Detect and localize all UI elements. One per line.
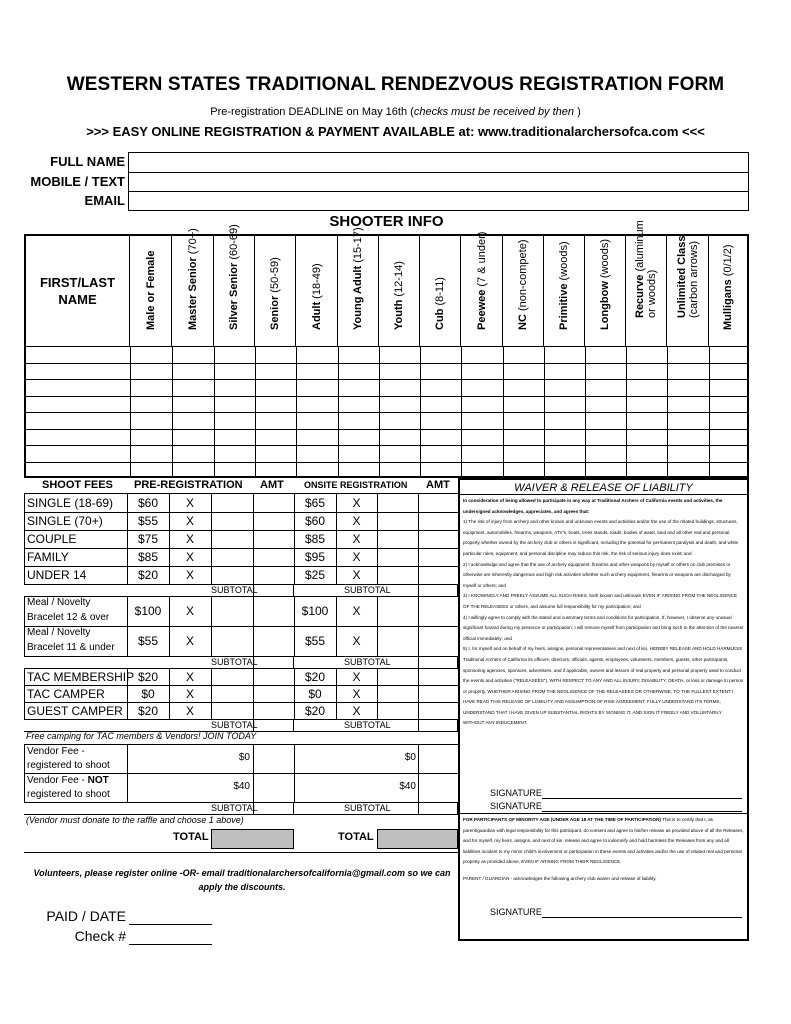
pre-amt-field[interactable] [253, 494, 294, 512]
onsite-select-mark: X [352, 550, 361, 564]
onsite-select-mark: X [352, 532, 361, 546]
waiver-text: In consideration of being allowed to participate in any way at Traditional Archers of California events and activities, the undersigned acknowledges, appreciates, and agrees that: 1) The risk of injury from archery and other known and unknown events and activities and/or the use of the related buildings, structures, equipment, automobiles, firearms, weapons, ATV's, boats, trees stands, roads, bodies of water, land and all other real and personal property whether owned by the archery club or others is significant, including the potential for permanent paralysis and death, and while particular rules, equipment, and personal discipline may reduce this risk, the risk of serious injury does exist; and 2) I acknowledge and agree that the use of archery equipment, firearms and other weapons by myself or others on club premises or otherwise are inherently dangerous and high risk activities whether such archery equipment, firearms or weapons are discharged by myself or others; and 3) I KNOWINGLY AND FREELY ASSUME ALL SUCH RISKS, both known and unknown EVEN IF ARISING FROM THE NEGLIGENCE OF THE RELEASEES or others, and assume full responsibility for my participation; and 4) I willingly agree to comply with the stated and customary terms and conditions for participation. If, however, I observe any unusual significant hazard during my presence or participation, I will remove myself from participation and bring such to the attention of the nearest official immediately; and 5) I, for myself and on behalf of my heirs, assigns, personal representatives and next of kin, HEREBY RELEASE AND HOLD HARMLESS Traditional Archers of California its officers, directors, officials, agents, employees, volunteers, members, guests, other participants, sponsoring agencies, sponsors, advertisers, and if applicable, owners and lessors of real property and personal property used to conduct the events and activities ("RELEASEES"), WITH RESPECT TO ANY AND ALL INJURY, DISABILITY, DEATH, or loss or damage to person or property, WHETHER ARISING FROM THE NEGLIGENCE OF THE RELEASEES OR OTHERWISE, TO THE FULLEST EXTENT I HAVE READ THIS RELEASE OF LIABILITY AND ASSUMPTION OF RISK AGREEMENT. FULLY UNDERSTAND ITS TERMS, UNDERSTAND THAT I HAVE GIVEN UP SUBSTANTIAL RIGHTS BY SIGNING IT, AND SIGN IT FREELY AND VOLUNTARILY WITHOUT ANY INDUCEMENT. [463, 498, 744, 726]
signature-line[interactable] [542, 811, 742, 812]
rule [24, 685, 25, 702]
pre-qty-field[interactable] [211, 626, 253, 656]
pre-amt-field[interactable] [253, 668, 294, 685]
onsite-select-mark: X [352, 686, 361, 701]
onsite-amt-field[interactable] [418, 668, 458, 685]
shooter-col-line [667, 346, 668, 476]
subtotal-label: SUBTOTAL [211, 803, 258, 813]
pre-price: $85 [137, 550, 159, 564]
onsite-qty-field[interactable] [377, 702, 418, 719]
online-registration-note: >>> EASY ONLINE REGISTRATION & PAYMENT AVAILABLE at: www.traditionalarchersofca.com <<< [86, 124, 705, 139]
shooter-col-line [379, 346, 380, 476]
full-name-label: FULL NAME [50, 154, 125, 169]
column-label: NC (non-compete) [517, 239, 529, 330]
pre-amt-field[interactable] [253, 685, 294, 702]
subtotal-field[interactable] [253, 656, 294, 668]
pre-price: $55 [137, 514, 159, 528]
signature-label: SIGNATURE [490, 788, 542, 798]
onsite-price: $20 [304, 669, 326, 684]
vendor-onsite-price: $0 [404, 752, 416, 763]
onsite-select-mark: X [352, 568, 361, 582]
minor-consent-text: FOR PARTICIPANTS OF MINORITY AGE (UNDER AGE 18 AT THE TIME OF PARTICIPATION) This is to certify that I, as parent/guardian with legal responsibility for this participant, do consent and agree to his/her release as provided above of all the Releases, and for myself, my heirs, assigns, and next of kin, release and agree to indemnify and hold harmless the Releases from any and all liabilities incident to my minor child's involvement or participation in these events and activities and/or the use of related real and personal property as provided above, EVEN IF ARISING FROM THEIR NEGLIGENCE. PARENT / GUARDIAN - acknowledges the following archery club waiver and release of liability. [463, 817, 744, 881]
column-label: Mulligans (0/1/2) [722, 244, 734, 330]
column-label: Young Adult (15-17) [352, 227, 364, 330]
shooter-col-line [214, 346, 215, 476]
shooter-col-line [420, 346, 421, 476]
preregistration-deadline: Pre-registration DEADLINE on May 16th (checks must be received by then ) [210, 106, 581, 118]
onsite-price: $60 [304, 514, 326, 528]
column-label: Senior (50-59) [269, 257, 281, 330]
pre-amt-field[interactable] [253, 530, 294, 548]
rule [24, 702, 25, 719]
onsite-price: $55 [304, 634, 326, 648]
shooter-column-header [709, 236, 747, 346]
shooter-col-line [585, 346, 586, 476]
onsite-registration-header: ONSITE REGISTRATION [304, 480, 408, 490]
full-name-field[interactable] [129, 153, 748, 172]
pre-price: $0 [141, 686, 155, 701]
column-label: Silver Senior (60-69) [228, 224, 240, 330]
rule [24, 566, 25, 584]
subtotal-label: SUBTOTAL [211, 720, 258, 730]
subtotal-field[interactable] [253, 719, 294, 731]
shooter-col-line [709, 346, 710, 476]
shooter-entry-row[interactable] [26, 396, 747, 413]
shooter-entry-row[interactable] [26, 429, 747, 446]
onsite-qty-field[interactable] [377, 626, 418, 656]
pre-select-mark: X [185, 514, 194, 528]
column-label: Longbow (woods) [599, 238, 611, 330]
rule [24, 773, 25, 802]
shooter-entry-row[interactable] [26, 445, 747, 462]
rule [24, 596, 25, 626]
volunteers-note: Volunteers, please register online -OR- email traditionalarchersofcalifornia@gmail.com so we can apply the discounts. [33, 868, 451, 892]
pre-select-mark: X [185, 532, 194, 546]
shooter-column-header [296, 236, 338, 346]
total-label: TOTAL [338, 831, 374, 843]
contact-fields [128, 152, 749, 211]
mobile-label: MOBILE / TEXT [30, 174, 125, 189]
paid-date-field[interactable] [129, 924, 212, 925]
rule [24, 548, 25, 566]
shooter-entry-row[interactable] [26, 412, 747, 429]
pre-price: $60 [137, 496, 159, 510]
pre-amt-field[interactable] [253, 566, 294, 584]
column-label: Unlimited Class (carbon arrows) [675, 235, 700, 318]
pre-price: $75 [137, 532, 159, 546]
rule [24, 668, 25, 685]
subtotal-label: SUBTOTAL [344, 585, 391, 595]
signature-line[interactable] [542, 798, 742, 799]
pre-select-mark: X [185, 496, 194, 510]
column-label: Youth (12-14) [393, 261, 405, 330]
onsite-select-mark: X [352, 604, 361, 618]
shoot-fees-header: SHOOT FEES [42, 479, 113, 491]
pre-qty-field[interactable] [211, 566, 253, 584]
shooter-column-header [255, 236, 296, 346]
fees-section [24, 478, 458, 948]
onsite-amt-field[interactable] [418, 548, 458, 566]
vendor-pre-price: $0 [238, 752, 250, 763]
subtotal-field[interactable] [418, 656, 458, 668]
shooter-column-header [461, 231, 503, 346]
rule [24, 852, 458, 853]
column-label: Cub (8-11) [434, 277, 446, 330]
onsite-total-field[interactable] [377, 829, 458, 849]
column-label: Primitive (woods) [558, 241, 570, 330]
column-label: Male or Female [144, 250, 157, 330]
pre-qty-field[interactable] [211, 668, 253, 685]
pre-amt-field[interactable] [253, 596, 294, 626]
fee-label: SINGLE (70+) [27, 514, 103, 528]
pre-amt-field[interactable] [253, 626, 294, 656]
onsite-qty-field[interactable] [377, 548, 418, 566]
pre-amt-field[interactable] [253, 548, 294, 566]
shooter-col-line [296, 346, 297, 476]
amt-header: AMT [260, 479, 284, 491]
pre-qty-field[interactable] [211, 530, 253, 548]
onsite-amt-field[interactable] [418, 530, 458, 548]
rule [24, 744, 25, 773]
check-number-field[interactable] [129, 944, 212, 945]
pre-qty-field[interactable] [211, 548, 253, 566]
subtotal-label: SUBTOTAL [344, 720, 391, 730]
onsite-amt-field[interactable] [418, 596, 458, 626]
shooter-col-line [130, 346, 131, 476]
shooter-column-header [214, 224, 255, 346]
onsite-price: $100 [301, 604, 329, 618]
onsite-select-mark: X [352, 703, 361, 718]
subtotal-label: SUBTOTAL [344, 657, 391, 667]
amt-onsite-header: AMT [426, 479, 450, 491]
column-label: Recurve (aluminum or woods) [634, 220, 658, 318]
fee-label: Meal / Novelty [27, 597, 91, 608]
pre-amt-field[interactable] [253, 702, 294, 719]
fee-label: TAC MEMBERSHIP [27, 669, 135, 684]
vendor-fee-label: Vendor Fee - [27, 746, 85, 757]
shooter-col-line [172, 346, 173, 476]
fee-label: COUPLE [27, 532, 77, 546]
onsite-amt-field[interactable] [418, 702, 458, 719]
check-number-label: Check # [74, 928, 126, 944]
shooter-col-line [338, 346, 339, 476]
shooter-column-header [585, 236, 626, 346]
subtotal-label: SUBTOTAL [211, 585, 258, 595]
shooter-column-header [172, 228, 214, 346]
email-field[interactable] [129, 191, 748, 210]
vendor-onsite-amt[interactable] [418, 773, 458, 802]
subtotal-field[interactable] [253, 584, 294, 596]
fee-label: Bracelet 11 & under [27, 642, 115, 653]
shooter-column-header [379, 236, 420, 346]
fee-label: GUEST CAMPER [27, 703, 123, 718]
shooter-column-header [338, 227, 379, 346]
shooter-entry-row[interactable] [26, 462, 747, 479]
subtotal-field[interactable] [418, 584, 458, 596]
pre-qty-field[interactable] [211, 702, 253, 719]
rule [24, 744, 458, 745]
column-label: Master Senior (70+) [186, 228, 199, 330]
shooter-col-line [503, 346, 504, 476]
pre-price: $20 [137, 703, 159, 718]
column-label: Peewee (7 & under) [475, 231, 488, 330]
fee-label: SINGLE (18-69) [27, 496, 114, 510]
signature-label: SIGNATURE [490, 801, 542, 811]
pre-amt-field[interactable] [253, 512, 294, 530]
pre-select-mark: X [185, 686, 194, 701]
shooter-col-line [544, 346, 545, 476]
vendor-onsite-amt[interactable] [418, 744, 458, 773]
rule [24, 512, 25, 530]
shooter-info-heading: SHOOTER INFO [329, 213, 444, 230]
onsite-amt-field[interactable] [418, 512, 458, 530]
pre-registration-header: PRE-REGISTRATION [134, 479, 243, 491]
waiver-box [458, 478, 749, 941]
pre-price: $55 [137, 634, 159, 648]
onsite-qty-field[interactable] [377, 566, 418, 584]
pre-qty-field[interactable] [211, 596, 253, 626]
onsite-price: $25 [304, 568, 326, 582]
shooter-column-header [667, 236, 709, 346]
onsite-qty-field[interactable] [377, 596, 418, 626]
onsite-qty-field[interactable] [377, 668, 418, 685]
onsite-qty-field[interactable] [377, 512, 418, 530]
onsite-select-mark: X [352, 634, 361, 648]
onsite-qty-field[interactable] [377, 530, 418, 548]
onsite-select-mark: X [352, 669, 361, 684]
shooter-column-header [503, 236, 544, 346]
fee-label: Bracelet 12 & over [27, 612, 110, 623]
pre-qty-field[interactable] [211, 494, 253, 512]
column-label: Adult (18-49) [310, 263, 323, 330]
rule [24, 626, 25, 656]
shooter-column-header [420, 236, 461, 346]
vendor-pre-price: $40 [233, 781, 250, 792]
first-last-name-header: FIRST/LAST NAME [26, 236, 130, 346]
onsite-qty-field[interactable] [377, 494, 418, 512]
fee-label: TAC CAMPER [27, 686, 105, 701]
pre-select-mark: X [185, 604, 194, 618]
free-camping-note: Free camping for TAC members & Vendors! JOIN TODAY [26, 731, 257, 741]
onsite-price: $20 [304, 703, 326, 718]
pre-select-mark: X [185, 634, 194, 648]
subtotal-field[interactable] [418, 802, 458, 814]
onsite-amt-field[interactable] [418, 685, 458, 702]
subtotal-label: SUBTOTAL [344, 803, 391, 813]
vendor-fee-label: registered to shoot [27, 760, 110, 771]
waiver-title: WAIVER & RELEASE OF LIABILITY [514, 482, 693, 494]
onsite-amt-field[interactable] [418, 626, 458, 656]
pre-total-field[interactable] [211, 829, 294, 849]
onsite-amt-field[interactable] [418, 494, 458, 512]
onsite-qty-field[interactable] [377, 685, 418, 702]
shooter-entry-row[interactable] [26, 346, 747, 363]
shooter-column-header [626, 220, 667, 346]
guardian-signature-label: SIGNATURE [490, 907, 542, 917]
fee-label: FAMILY [27, 550, 69, 564]
shooter-entry-row[interactable] [26, 379, 747, 396]
shooter-col-line [626, 346, 627, 476]
rule [24, 773, 458, 774]
subtotal-field[interactable] [253, 802, 294, 814]
fee-label: Meal / Novelty [27, 627, 91, 638]
onsite-price: $65 [304, 496, 326, 510]
onsite-select-mark: X [352, 514, 361, 528]
subtotal-field[interactable] [418, 719, 458, 731]
pre-price: $20 [137, 669, 159, 684]
onsite-amt-field[interactable] [418, 566, 458, 584]
vendor-fee-label: registered to shoot [27, 789, 110, 800]
shooter-col-line [461, 346, 462, 476]
shooter-column-header [130, 236, 172, 346]
shooter-entry-row[interactable] [26, 363, 747, 380]
rule [24, 494, 25, 512]
onsite-select-mark: X [352, 496, 361, 510]
pre-select-mark: X [185, 550, 194, 564]
vendor-raffle-note: (Vendor must donate to the raffle and choose 1 above) [26, 815, 244, 825]
guardian-signature-line[interactable] [542, 917, 742, 918]
onsite-price: $85 [304, 532, 326, 546]
pre-select-mark: X [185, 703, 194, 718]
vendor-pre-amt[interactable] [253, 773, 294, 802]
shooter-col-line [255, 346, 256, 476]
onsite-price: $95 [304, 550, 326, 564]
subtotal-label: SUBTOTAL [211, 657, 258, 667]
pre-price: $100 [134, 604, 162, 618]
pre-select-mark: X [185, 568, 194, 582]
email-label: EMAIL [84, 193, 125, 208]
paid-date-label: PAID / DATE [46, 908, 126, 924]
fee-label: UNDER 14 [27, 568, 87, 582]
vendor-pre-amt[interactable] [253, 744, 294, 773]
vendor-onsite-price: $40 [399, 781, 416, 792]
mobile-field[interactable] [129, 172, 748, 191]
total-label: TOTAL [173, 831, 209, 843]
shooter-column-header [544, 236, 585, 346]
vendor-fee-label: Vendor Fee - NOT [27, 775, 109, 786]
pre-qty-field[interactable] [211, 685, 253, 702]
pre-qty-field[interactable] [211, 512, 253, 530]
rule [24, 530, 25, 548]
onsite-price: $0 [308, 686, 322, 701]
pre-select-mark: X [185, 669, 194, 684]
form-title: WESTERN STATES TRADITIONAL RENDEZVOUS REGISTRATION FORM [66, 74, 725, 95]
pre-price: $20 [137, 568, 159, 582]
